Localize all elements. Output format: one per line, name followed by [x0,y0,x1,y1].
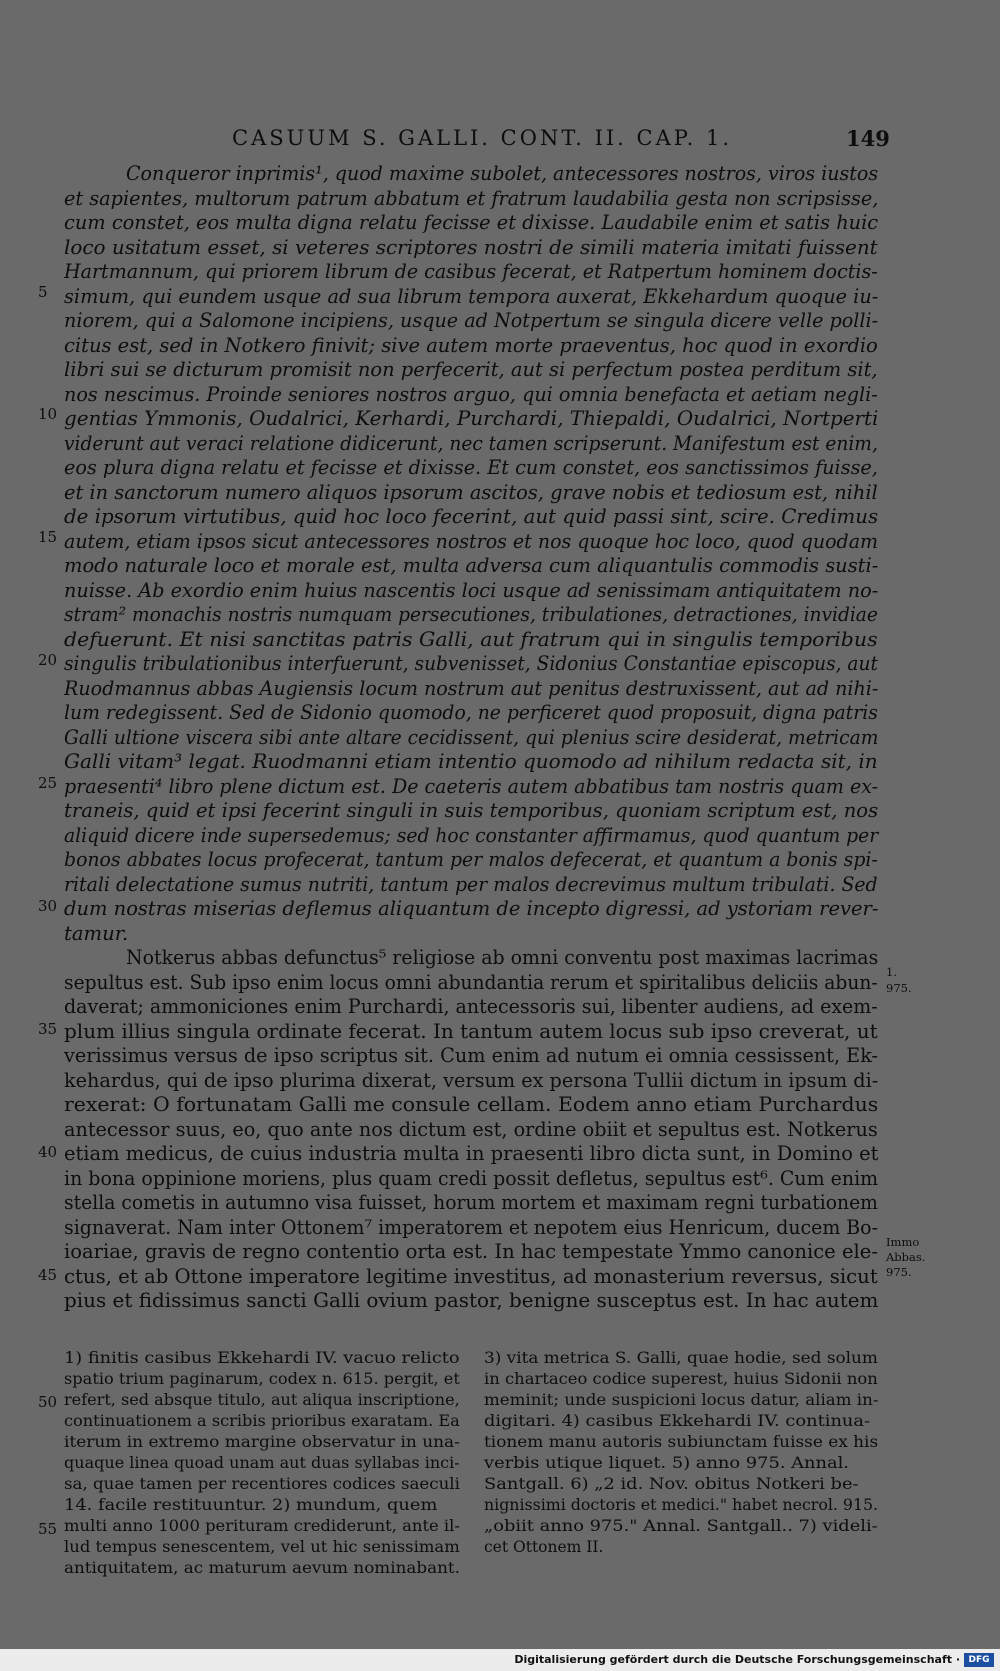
text-line: traneis, quid et ipsi fecerint singuli in suis temporibus, quoniam scriptum est, nos [64,799,879,822]
text-line: in bona oppinione moriens, plus quam credi possit defletus, sepultus est⁶. Cum enim [64,1166,879,1190]
footnote-line: lud tempus senescentem, vel ut hic senissimam [64,1538,460,1556]
text-line: etiam medicus, de cuius industria multa in praesenti libro dicta sunt, in Domino et [64,1142,879,1165]
margin-note: 975. [886,981,912,995]
text-line: eos plura digna relatu et fecisse et dixisse. Et cum constet, eos sanctissimos fuisse, [64,456,878,479]
text-line: viderunt aut veraci relatione didicerunt, nec tamen scripserunt. Manifestum est enim, [64,431,878,455]
footnote-line: 3) vita metrica S. Galli, quae hodie, sed solum [484,1349,878,1367]
text-line: simum, qui eundem usque ad sua librum tempora auxerat, Ekkehardum quoque iu- [64,284,879,308]
footnote-line: refert, sed absque titulo, aut aliqua inscriptione, [64,1391,460,1409]
text-line: sepultus est. Sub ipso enim locus omni abundantia rerum et spiritalibus deliciis abun- [64,970,878,994]
line-number: 15 [38,528,58,546]
text-line: rexerat: O fortunatam Galli me consule cellam. Eodem anno etiam Purchardus [64,1093,879,1116]
text-line: pius et fidissimus sancti Galli ovium pastor, benigne susceptus est. In hac autem [64,1289,879,1312]
page-number: 149 [846,126,890,151]
text-line: niorem, qui a Salomone incipiens, usque ad Notpertum se singula dicere velle polli- [64,309,879,332]
text-line: daverat; ammoniciones enim Purchardi, antecessoris sui, libenter audiens, ad exem- [64,995,878,1018]
text-line: cum constet, eos multa digna relatu fecisse et dixisse. Laudabile enim et satis huic [64,211,879,234]
text-line: et sapientes, multorum patrum abbatum et fratrum laudabilia gesta non scripsisse, [64,186,879,210]
margin-note: 1. [886,965,897,979]
text-line: Hartmannum, qui priorem librum de casibus fecerat, et Ratpertum hominem doctis- [64,260,878,283]
text-line: Ruodmannus abbas Augiensis locum nostrum aut penitus destruxissent, aut ad nihi- [64,676,879,700]
footnote-line: spatio trium paginarum, codex n. 615. pergit, et [64,1370,460,1388]
text-line: aliquid dicere inde supersedemus; sed hoc constanter affirmamus, quod quantum per [64,823,879,847]
footnote-line: cet Ottonem II. [484,1538,604,1556]
text-line: loco usitatum esset, si veteres scriptores nostri de simili materia imitati fuissent [64,235,878,259]
text-line: stram² monachis nostris numquam persecutiones, tribulationes, detractiones, invidiae [64,603,878,626]
footnote-line: nignissimi doctoris et medici." habet necrol. 915. [484,1496,879,1514]
text-line: verissimus versus de ipso scriptus sit. Cum enim ad nutum ei omnia cessissent, Ek- [64,1044,879,1067]
text-line: autem, etiam ipsos sicut antecessores nostros et nos quoque hoc loco, quod quodam [64,529,879,553]
dfg-logo: DFG [964,1653,994,1667]
footer-text: Digitalisierung gefördert durch die Deutsche Forschungsgemeinschaft · [514,1653,960,1666]
line-number: 30 [38,897,58,915]
text-line: Notkerus abbas defunctus⁵ religiose ab omni conventu post maximas lacrimas [126,946,879,969]
footnote-line: meminit; unde suspicioni locus datur, aliam in- [484,1391,879,1409]
footnote-line: antiquitatem, ac maturum aevum nominabant. [64,1559,460,1577]
text-line: lum redegissent. Sed de Sidonio quomodo, ne perficeret quod proposuit, digna patris [64,701,878,724]
line-number: 20 [38,651,58,669]
page-header [0,126,1000,156]
text-line: Galli vitam³ legat. Ruodmanni etiam intentio quomodo ad nihilum redacta sit, in [64,750,878,773]
margin-note: Immo [886,1235,920,1249]
footnote-line: digitari. 4) casibus Ekkehardi IV. continua- [484,1412,871,1430]
margin-note: 975. [886,1265,912,1279]
text-line: bonos abbates locus profecerat, tantum per malos defecerat, et quantum a bonis spi- [64,848,878,871]
footnote-line: multi anno 1000 perituram crediderunt, ante il- [64,1517,460,1535]
footnote-line: verbis utique liquet. 5) anno 975. Annal. [484,1454,849,1472]
text-line: kehardus, qui de ipso plurima dixerat, versum ex persona Tullii dictum in ipsum di- [64,1068,879,1092]
text-line: antecessor suus, eo, quo ante nos dictum est, ordine obiit et sepultus est. Notkerus [64,1117,878,1141]
line-number: 5 [38,283,48,301]
footnote-line: tionem manu autoris subiunctam fuisse ex his [484,1433,879,1451]
line-number: 55 [38,1520,58,1538]
text-line: Conqueror inprimis¹, quod maxime subolet, antecessores nostros, viros iustos [126,162,879,185]
footnote-line: „obiit anno 975." Annal. Santgall.. 7) videli- [484,1517,878,1535]
footnote-line: 14. facile restituuntur. 2) mundum, quem [64,1496,438,1514]
footnote-line: Santgall. 6) „2 id. Nov. obitus Notkeri be- [484,1475,859,1493]
text-line: plum illius singula ordinate fecerat. In tantum autem locus sub ipso creverat, ut [64,1019,878,1043]
running-head: CASUUM S. GALLI. CONT. II. CAP. 1. [232,126,733,150]
text-line: defuerunt. Et nisi sanctitas patris Galli, aut fratrum qui in singulis temporibus [64,627,878,651]
text-line: de ipsorum virtutibus, quid hoc loco fecerint, aut quid passi sint, scire. Credimus [64,505,879,528]
margin-note: Abbas. [886,1250,926,1264]
text-line: et in sanctorum numero aliquos ipsorum ascitos, grave nobis et tediosum est, nihil [64,480,878,504]
text-line: ctus, et ab Ottone imperatore legitime investitus, ad monasterium reversus, sicut [64,1264,878,1288]
line-number: 40 [38,1143,58,1161]
footnote-line: iterum in extremo margine observatur in una- [64,1433,460,1451]
footnote-line: sa, quae tamen per recentiores codices saeculi [64,1475,460,1493]
line-number: 45 [38,1266,58,1284]
text-line: signaverat. Nam inter Ottonem⁷ imperatorem et nepotem eius Henricum, ducem Bo- [64,1215,878,1239]
line-number: 25 [38,774,58,792]
footnote-line: in chartaceo codice superest, huius Sidonii non [484,1370,878,1388]
digitization-footer [0,1649,1000,1671]
text-line: nos nescimus. Proinde seniores nostros arguo, qui omnia benefacta et aetiam negli- [64,382,878,406]
footnote-line: 1) finitis casibus Ekkehardi IV. vacuo relicto [64,1349,460,1367]
text-line: stella cometis in autumno visa fuisset, horum mortem et maximam regni turbationem [64,1191,878,1214]
text-line: ioariae, gravis de regno contentio orta est. In hac tempestate Ymmo canonice ele- [64,1240,878,1263]
line-number: 10 [38,405,58,423]
text-line: singulis tribulationibus interfuerunt, subvenisset, Sidonius Constantiae episcopus, aut [64,652,878,675]
line-number: 35 [38,1020,58,1038]
footnote-line: quaque linea quoad unam aut duas syllabas inci- [64,1454,460,1472]
footnote-line: continuationem a scribis prioribus exaratam. Ea [64,1412,460,1430]
text-line: praesenti⁴ libro plene dictum est. De caeteris autem abbatibus tam nostris quam ex- [64,774,879,798]
text-line: modo naturale loco et morale est, multa adversa cum aliquantulis commodis susti- [64,554,879,577]
text-line: libri sui se dicturum promisit non perfecerit, aut si perfectum postea perditum sit, [64,358,878,381]
text-line: citus est, sed in Notkero finivit; sive autem morte praeventus, hoc quod in exordio [64,333,878,357]
text-line: nuisse. Ab exordio enim huius nascentis loci usque ad senissimam antiquitatem no- [64,578,879,602]
text-line: Galli ultione viscera sibi ante altare cecidissent, qui plenius scire desiderat, metricam [64,725,879,749]
text-line: tamur. [64,921,129,945]
line-number: 50 [38,1393,58,1411]
text-line: gentias Ymmonis, Oudalrici, Kerhardi, Purchardi, Thiepaldi, Oudalrici, Nortperti [64,407,879,430]
text-line: ritali delectatione sumus nutriti, tantum per malos decrevimus multum tribulati. Sed [64,872,878,896]
text-line: dum nostras miserias deflemus aliquantum de incepto digressi, ad ystoriam rever- [64,897,879,920]
